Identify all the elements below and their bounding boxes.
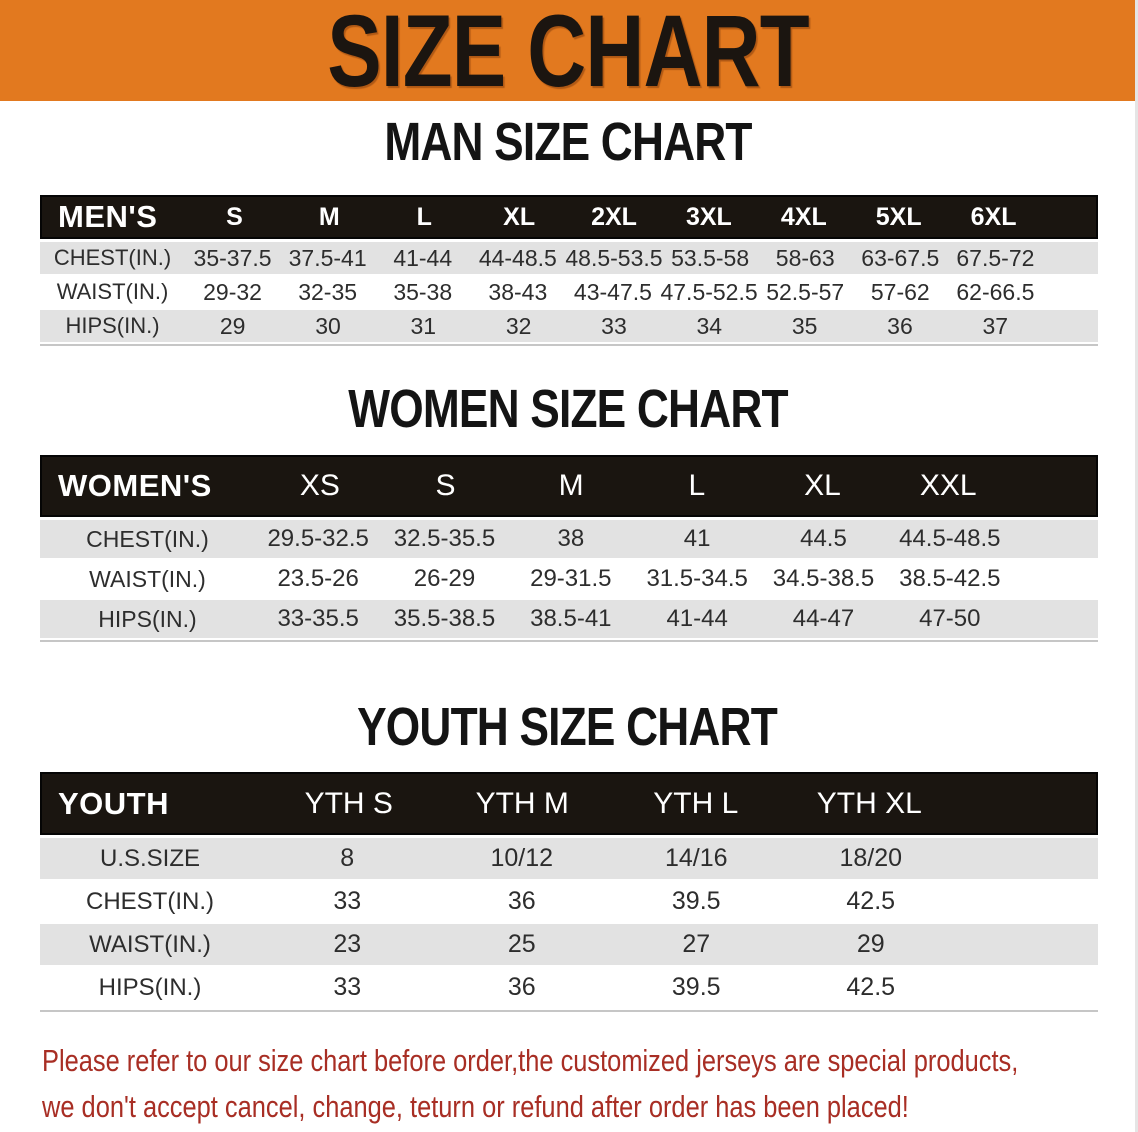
value-cell: 38-43 bbox=[488, 278, 548, 305]
youth-table-header-row bbox=[40, 772, 1098, 835]
row-label: CHEST(IN.) bbox=[86, 887, 214, 915]
row-cells bbox=[255, 525, 1098, 553]
value-cell: 37 bbox=[982, 312, 1009, 339]
value-cell: 10/12 bbox=[490, 844, 554, 872]
youth-size-col-header: YTH XL bbox=[816, 786, 922, 820]
value-cell: 33-35.5 bbox=[277, 605, 359, 632]
value-cell: 36 bbox=[887, 312, 913, 339]
men-hips-row bbox=[40, 310, 1098, 344]
value-cell: 25 bbox=[507, 930, 536, 958]
disclaimer bbox=[42, 1038, 1135, 1130]
value-cell: 52.5-57 bbox=[766, 278, 845, 305]
women-waist-row bbox=[40, 560, 1098, 600]
value-cell: 34.5-38.5 bbox=[772, 565, 875, 592]
women-size-col-header: L bbox=[688, 469, 706, 502]
page-title: SIZE CHART bbox=[326, 0, 809, 108]
value-cell: 35.5-38.5 bbox=[393, 605, 496, 632]
men-size-col-header: L bbox=[416, 202, 432, 231]
row-label: HIPS(IN.) bbox=[98, 605, 197, 632]
men-header-cells bbox=[187, 203, 1096, 232]
men-section bbox=[0, 112, 1135, 346]
women-size-col-header: M bbox=[558, 469, 584, 502]
women-size-col-header: XXL bbox=[919, 469, 977, 502]
value-cell: 35-38 bbox=[393, 278, 453, 305]
value-cell: 48.5-53.5 bbox=[565, 244, 663, 271]
value-cell: 38 bbox=[557, 525, 585, 552]
value-cell: 35-37.5 bbox=[193, 244, 272, 271]
men-size-col-header: 5XL bbox=[875, 202, 922, 231]
men-size-col-header: M bbox=[318, 202, 340, 231]
row-label: HIPS(IN.) bbox=[98, 973, 202, 1001]
youth-waist-row bbox=[40, 924, 1098, 967]
value-cell: 29-31.5 bbox=[530, 565, 612, 592]
value-cell: 41-44 bbox=[666, 605, 728, 632]
men-size-col-header: 6XL bbox=[970, 202, 1017, 231]
youth-size-col-header: YTH M bbox=[475, 786, 569, 820]
men-size-col-header: 3XL bbox=[685, 202, 732, 231]
value-cell: 32 bbox=[505, 312, 532, 339]
value-cell: 23.5-26 bbox=[277, 565, 359, 592]
men-table-title: MEN'S bbox=[58, 199, 158, 234]
women-size-col-header: XS bbox=[299, 469, 340, 502]
value-cell: 36 bbox=[507, 973, 536, 1001]
value-cell: 30 bbox=[315, 312, 341, 339]
youth-header-cells bbox=[262, 787, 1096, 821]
disclaimer-line-2: we don't accept cancel, change, teturn or refund after order has been placed! bbox=[42, 1089, 909, 1124]
value-cell: 63-67.5 bbox=[861, 244, 940, 271]
row-cells bbox=[260, 930, 1098, 959]
value-cell: 39.5 bbox=[671, 973, 721, 1001]
row-label: CHEST(IN.) bbox=[53, 245, 172, 270]
row-label: HIPS(IN.) bbox=[65, 313, 160, 338]
disclaimer-line-1: Please refer to our size chart before order,the customized jerseys are special products, bbox=[42, 1043, 1019, 1078]
row-label: WAIST(IN.) bbox=[89, 565, 206, 592]
men-size-col-header: XL bbox=[503, 202, 536, 231]
women-header-cells bbox=[257, 469, 1096, 503]
value-cell: 62-66.5 bbox=[956, 278, 1035, 305]
value-cell: 31.5-34.5 bbox=[646, 565, 748, 592]
row-label: CHEST(IN.) bbox=[86, 525, 209, 552]
row-cells bbox=[260, 844, 1098, 873]
youth-size-table bbox=[40, 772, 1098, 1012]
value-cell: 47.5-52.5 bbox=[660, 278, 758, 305]
value-cell: 53.5-58 bbox=[671, 244, 750, 271]
men-chest-row bbox=[40, 242, 1098, 276]
row-cells bbox=[185, 279, 1098, 306]
value-cell: 33 bbox=[601, 312, 627, 339]
women-heading-text: WOMEN SIZE CHART bbox=[347, 379, 788, 439]
men-waist-row bbox=[40, 276, 1098, 310]
row-label: WAIST(IN.) bbox=[89, 930, 211, 958]
youth-hips-row bbox=[40, 967, 1098, 1010]
value-cell: 29 bbox=[856, 930, 885, 958]
value-cell: 67.5-72 bbox=[956, 244, 1035, 271]
value-cell: 37.5-41 bbox=[288, 244, 367, 271]
men-size-col-header: 4XL bbox=[780, 202, 827, 231]
youth-ussize-row bbox=[40, 838, 1098, 881]
row-cells bbox=[260, 887, 1098, 916]
banner bbox=[0, 0, 1135, 108]
value-cell: 44.5 bbox=[800, 525, 847, 552]
women-size-col-header: S bbox=[435, 469, 456, 502]
value-cell: 32-35 bbox=[298, 278, 358, 305]
value-cell: 27 bbox=[682, 930, 711, 958]
women-table-title: WOMEN'S bbox=[58, 468, 212, 503]
men-heading-text: MAN SIZE CHART bbox=[383, 112, 752, 172]
value-cell: 38.5-42.5 bbox=[899, 565, 1001, 592]
value-cell: 29 bbox=[219, 312, 246, 339]
value-cell: 58-63 bbox=[775, 244, 835, 271]
value-cell: 18/20 bbox=[839, 844, 903, 872]
value-cell: 26-29 bbox=[413, 565, 476, 592]
men-size-table bbox=[40, 195, 1098, 346]
value-cell: 41 bbox=[683, 525, 711, 552]
row-cells bbox=[260, 973, 1098, 1002]
value-cell: 35 bbox=[791, 312, 818, 339]
women-table-header-row bbox=[40, 455, 1098, 517]
value-cell: 31 bbox=[410, 312, 437, 339]
value-cell: 8 bbox=[340, 844, 355, 872]
men-section-heading bbox=[0, 112, 1135, 172]
youth-section bbox=[0, 697, 1135, 1012]
value-cell: 42.5 bbox=[846, 887, 896, 915]
women-section-heading bbox=[0, 379, 1135, 439]
value-cell: 34 bbox=[696, 312, 723, 339]
youth-section-heading bbox=[0, 697, 1135, 757]
row-cells bbox=[255, 565, 1098, 593]
value-cell: 42.5 bbox=[846, 973, 896, 1001]
value-cell: 39.5 bbox=[671, 887, 721, 915]
men-size-col-header: 2XL bbox=[591, 202, 637, 231]
row-label: WAIST(IN.) bbox=[56, 279, 169, 304]
value-cell: 43-47.5 bbox=[573, 278, 652, 305]
youth-size-col-header: YTH S bbox=[304, 786, 393, 820]
women-size-table bbox=[40, 455, 1098, 642]
youth-table-title: YOUTH bbox=[58, 785, 169, 821]
value-cell: 32.5-35.5 bbox=[393, 525, 496, 552]
women-chest-row bbox=[40, 520, 1098, 560]
value-cell: 47-50 bbox=[919, 605, 981, 632]
row-cells bbox=[255, 605, 1098, 633]
value-cell: 44.5-48.5 bbox=[899, 525, 1001, 552]
value-cell: 44-47 bbox=[792, 605, 855, 632]
value-cell: 14/16 bbox=[664, 844, 728, 872]
youth-heading-text: YOUTH SIZE CHART bbox=[357, 697, 778, 757]
value-cell: 29.5-32.5 bbox=[267, 525, 369, 552]
women-hips-row bbox=[40, 600, 1098, 640]
men-size-col-header: S bbox=[226, 202, 243, 231]
value-cell: 41-44 bbox=[393, 244, 453, 271]
value-cell: 36 bbox=[507, 887, 536, 915]
women-size-col-header: XL bbox=[804, 469, 841, 502]
value-cell: 57-62 bbox=[870, 278, 930, 305]
women-section bbox=[0, 379, 1135, 642]
value-cell: 33 bbox=[333, 887, 362, 915]
row-cells bbox=[185, 313, 1098, 340]
row-cells bbox=[185, 245, 1098, 272]
value-cell: 23 bbox=[333, 930, 362, 958]
value-cell: 33 bbox=[333, 973, 362, 1001]
youth-chest-row bbox=[40, 881, 1098, 924]
value-cell: 29-32 bbox=[203, 278, 262, 305]
youth-size-col-header: YTH L bbox=[653, 786, 739, 820]
value-cell: 38.5-41 bbox=[530, 605, 612, 632]
value-cell: 44-48.5 bbox=[478, 244, 557, 271]
men-table-header-row bbox=[40, 195, 1098, 239]
row-label: U.S.SIZE bbox=[99, 844, 201, 872]
